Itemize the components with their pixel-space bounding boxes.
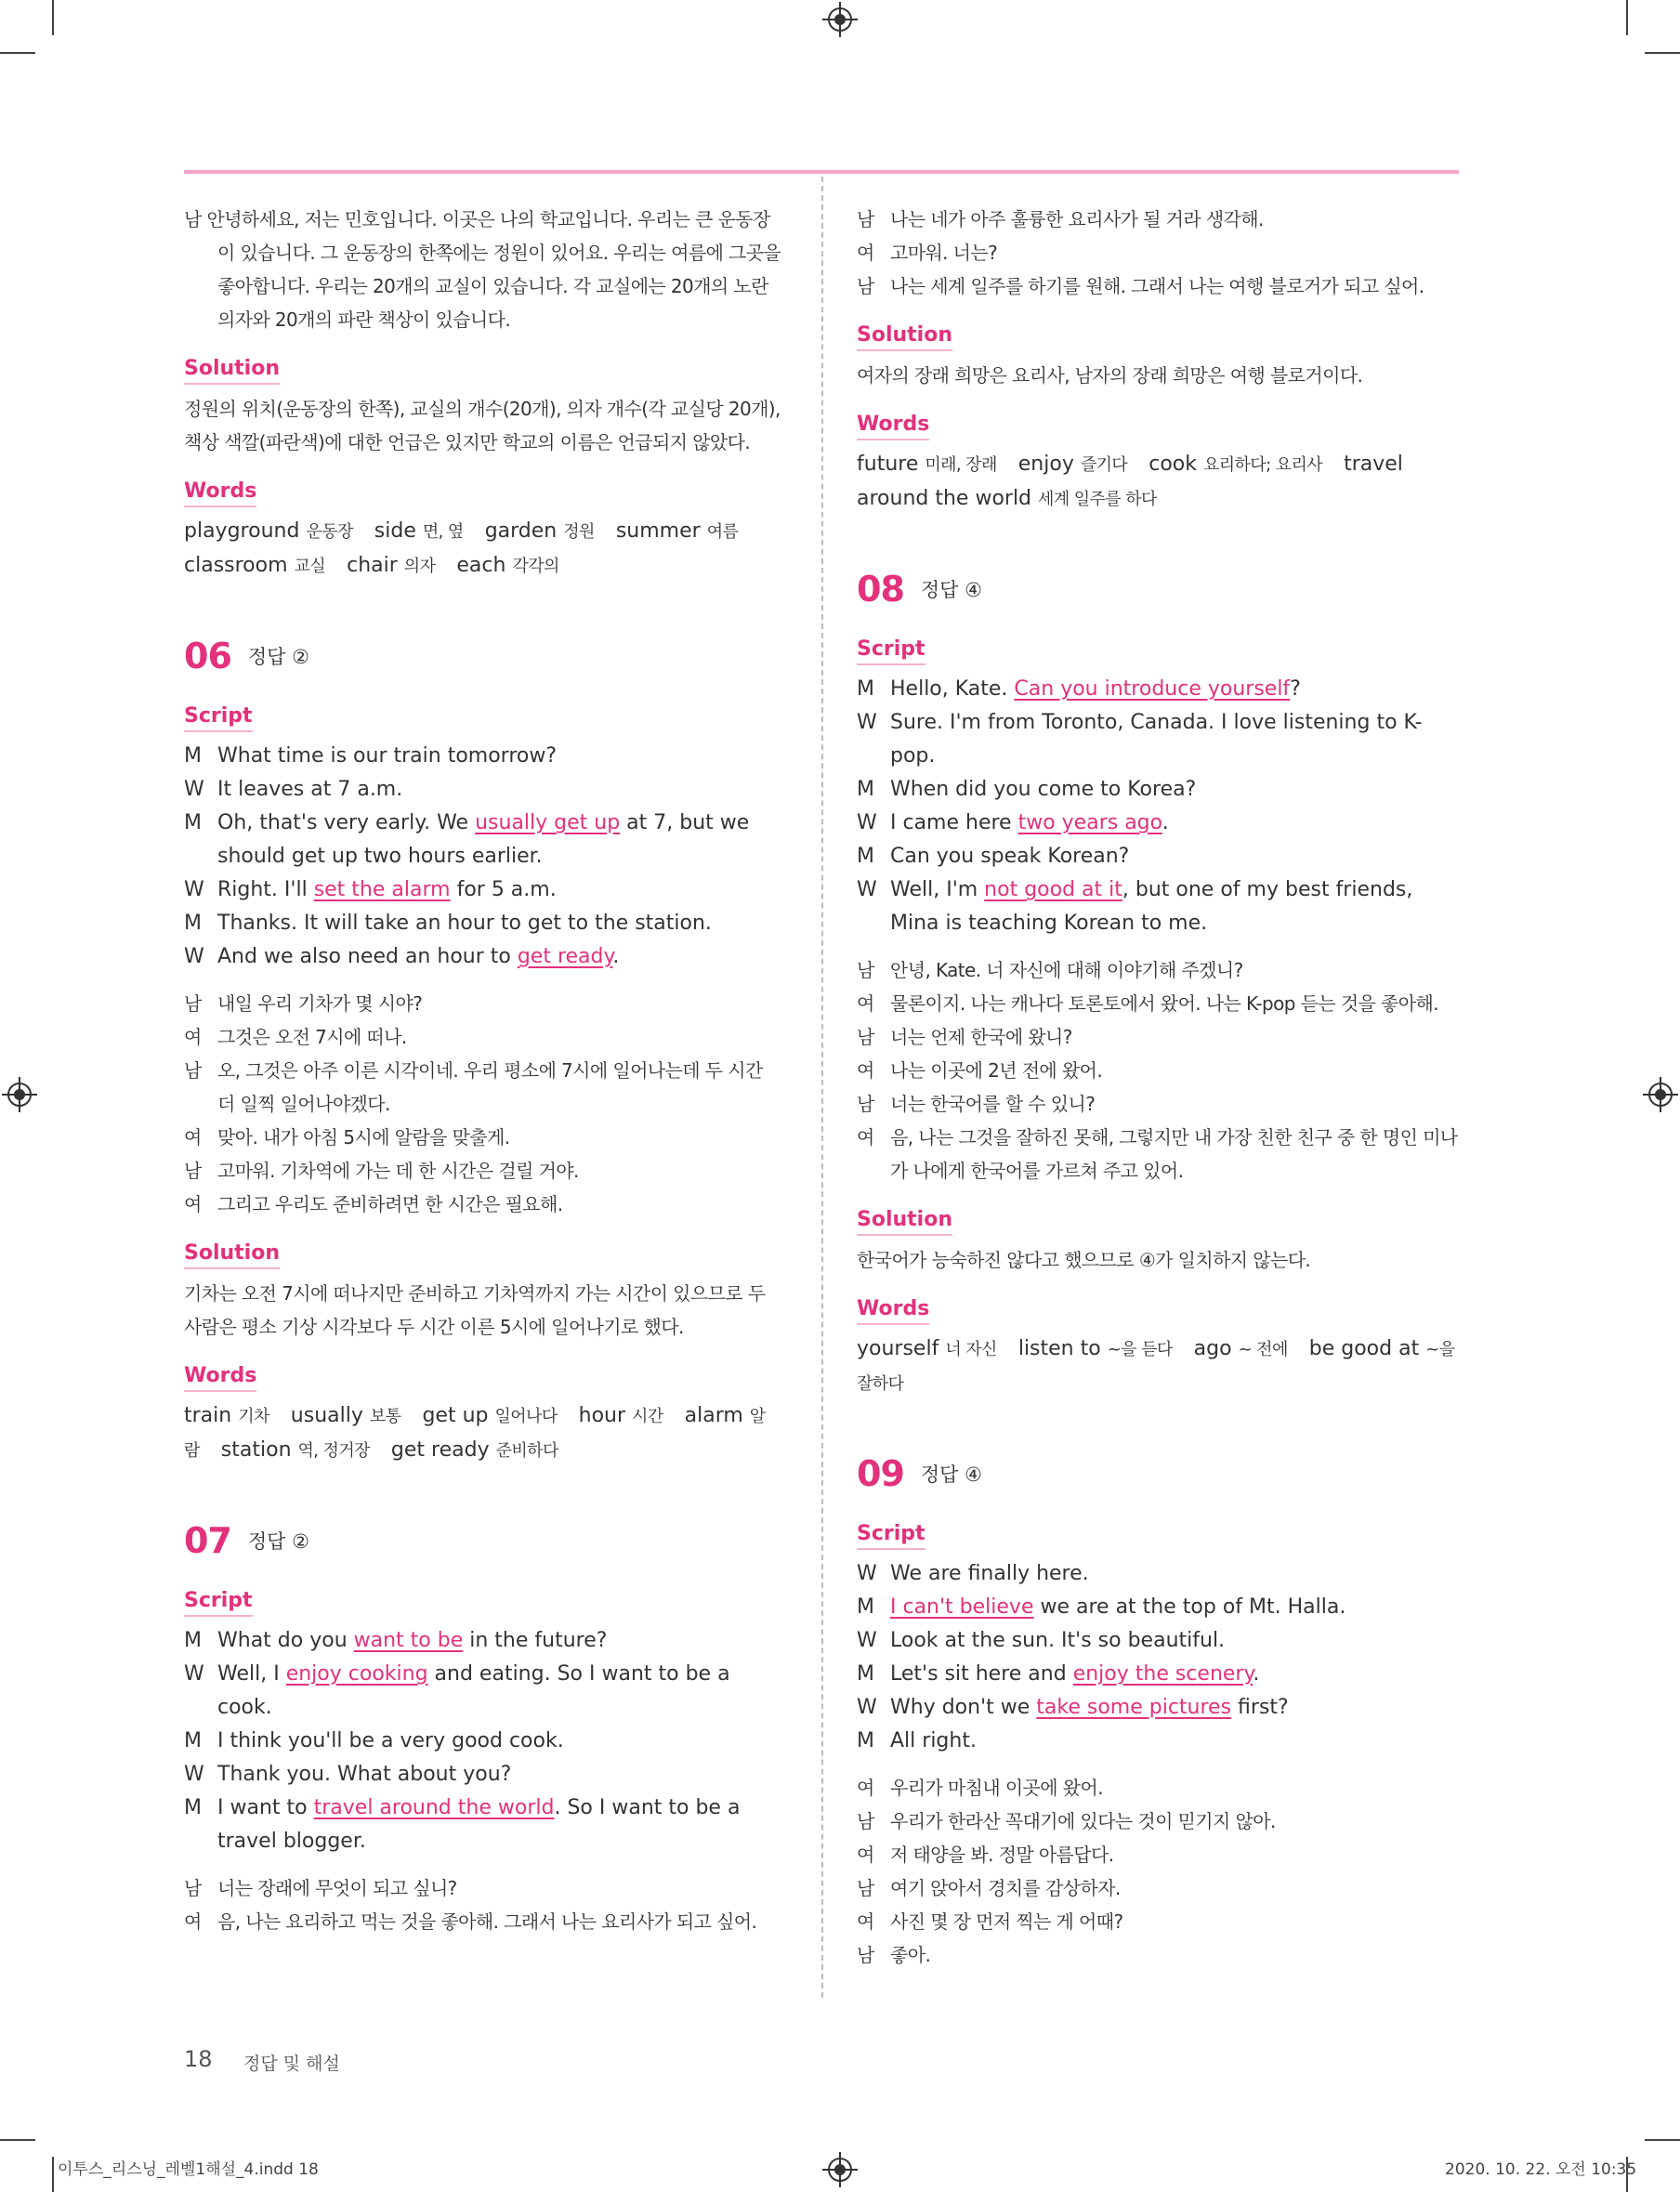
section-label: Words [184,1362,256,1392]
answer-label: 정답 ② [247,646,309,668]
word-entry [184,519,353,543]
word-english: future [857,453,919,476]
word-korean: ~을 잘하다 [857,1340,1455,1394]
line-text: All right. [890,1729,977,1752]
speaker-label: M [857,677,874,701]
speaker-label: 남 [184,1160,202,1182]
word-english: be good at [1308,1337,1420,1360]
line-text: Well, I [217,1662,286,1686]
translation-line [184,987,784,1020]
translation-line [184,1054,784,1121]
translation-line [857,1905,1459,1938]
word-english: yourself [857,1337,939,1360]
word-korean: 시간 [632,1407,663,1426]
translation-line [857,1020,1459,1054]
speaker-label: W [184,1763,204,1786]
registration-mark-icon [7,1083,32,1107]
word-english: travel around the world [857,453,1403,510]
word-entry [456,554,558,577]
speaker-label: M [857,778,874,801]
speaker-label: 남 [857,1026,874,1048]
speaker-label: M [184,811,202,834]
speaker-label: M [184,1629,202,1652]
word-list [857,1332,1459,1401]
crop-mark [1645,2139,1680,2141]
word-entry [857,453,997,476]
key-phrase: want to be [353,1629,464,1652]
word-entry [184,554,325,577]
section-label: Solution [857,322,952,351]
word-english: chair [347,554,398,577]
registration-mark-icon [828,7,852,32]
word-korean: 면, 옆 [422,522,464,542]
column-divider [821,177,823,1998]
script-line [857,1591,1459,1624]
word-list [184,515,784,584]
answer-label: 정답 ② [247,1530,309,1553]
key-phrase: not good at it [984,878,1122,901]
speaker-label: 남 [857,1877,874,1899]
line-text: 우리가 한라산 꼭대기에 있다는 것이 믿기지 않아. [890,1810,1276,1832]
line-text: We are finally here. [890,1562,1089,1585]
speaker-label: 여 [857,1126,874,1149]
speaker-label: 남 [857,1810,874,1832]
section-label: Words [857,1295,929,1325]
script-line [184,907,784,940]
translation-line [857,203,1459,236]
section-label: Solution [184,355,280,385]
answer-label: 정답 ④ [920,1464,982,1486]
line-text: 나는 네가 아주 훌륭한 요리사가 될 거라 생각해. [890,208,1264,230]
word-korean: 보통 [369,1407,401,1426]
line-text: 오, 그것은 아주 이른 시각이네. 우리 평소에 7시에 일어나는데 두 시간 더 일찍 일어나야겠다. [217,1059,763,1115]
word-english: garden [484,519,558,543]
section-label: Words [184,478,256,507]
word-english: station [220,1438,292,1462]
line-text: 너는 한국어를 할 수 있니? [890,1093,1096,1115]
key-phrase: enjoy cooking [285,1662,428,1686]
crop-mark [0,2139,35,2141]
header-rule [184,170,1459,174]
word-korean: 알람 [184,1407,766,1461]
script-line [857,673,1459,706]
speaker-label: 남 [857,1093,874,1115]
word-english: cook [1148,453,1197,476]
key-phrase: I can't believe [890,1595,1034,1619]
translation-line [857,1838,1459,1871]
speaker-label: 남 [857,1944,874,1966]
speaker-label: W [857,711,877,734]
question-heading [184,1520,784,1561]
speaker-label: 남 [857,959,874,981]
word-korean: 요리하다; 요리사 [1202,455,1323,475]
line-text: Look at the sun. It's so beautiful. [890,1629,1226,1652]
paragraph: 남 안녕하세요, 저는 민호입니다. 이곳은 나의 학교입니다. 우리는 큰 운동장이 있습니다. 그 운동장의 한쪽에는 정원이 있어요. 우리는 여름에 그곳을 좋아합니다. 우리는 20개의 교실이 있습니다. 각 교실에는 20개의 노란 의자와 20개의 파란 책상이 있습니다. [184,208,781,331]
spacer [857,1758,1459,1771]
key-phrase: enjoy the scenery [1072,1662,1253,1686]
speaker-label: 여 [184,1193,202,1215]
speaker-label: W [857,811,877,834]
line-text: Thank you. What about you? [217,1763,512,1786]
speaker-label: 여 [184,1026,202,1048]
crop-mark [0,52,35,54]
question-heading [857,1453,1459,1494]
word-list [184,1399,784,1468]
script-line [857,840,1459,873]
speaker-label: 여 [184,1910,202,1933]
line-text: I came here [890,811,1018,834]
word-entry [579,1404,663,1427]
translation-line [184,1905,784,1938]
line-text: 내일 우리 기차가 몇 시야? [217,992,423,1015]
script-line [184,773,784,807]
spacer [184,974,784,987]
line-text: 음, 나는 요리하고 먹는 것을 좋아해. 그래서 나는 요리사가 되고 싶어. [217,1910,757,1933]
paragraph: 기차는 오전 7시에 떠나지만 준비하고 기차역까지 가는 시간이 있으므로 두 사람은 평소 기상 시각보다 두 시간 이른 5시에 일어나기로 했다. [184,1282,766,1338]
speaker-label: 남 [184,1059,202,1082]
word-english: listen to [1017,1337,1101,1360]
key-phrase: travel around the world [313,1796,555,1819]
speaker-label: W [857,1629,877,1652]
key-phrase: two years ago [1017,811,1162,834]
word-entry [291,1404,401,1427]
word-korean: 역, 정거장 [297,1441,370,1461]
line-text: Can you speak Korean? [890,845,1130,868]
line-text: 물론이지. 나는 캐나다 토론토에서 왔어. 나는 K-pop 듣는 것을 좋아해. [890,992,1438,1015]
registration-mark-icon [828,2158,852,2182]
translation-line [857,953,1459,987]
registration-mark-icon [1648,1083,1673,1107]
speaker-label: 여 [857,1777,874,1799]
word-entry [616,519,738,543]
speaker-label: 여 [857,242,874,264]
word-korean: 세계 일주를 하다 [1038,490,1157,509]
speaker-label: W [857,878,877,901]
footer-label: 정답 및 해설 [243,2054,340,2074]
script-line [184,873,784,907]
line-text: Oh, that's very early. We [217,811,476,834]
word-korean: 준비하다 [495,1441,558,1461]
word-english: enjoy [1017,453,1074,476]
section-label: Words [857,411,929,440]
question-heading [184,636,784,676]
line-text: 고마워. 너는? [890,242,998,264]
paragraph: 한국어가 능숙하진 않다고 했으므로 ④가 일치하지 않는다. [857,1249,1311,1271]
script-line [857,1691,1459,1725]
script-line [857,773,1459,807]
word-entry [1148,453,1322,476]
word-korean: 즐기다 [1080,455,1128,475]
speaker-label: 여 [184,1126,202,1149]
line-text: 맞아. 내가 아침 5시에 알람을 맞출게. [217,1126,510,1149]
script-line [184,1725,784,1758]
crop-mark [52,2157,54,2192]
section-label: Solution [184,1240,280,1269]
word-list [857,448,1459,517]
speaker-label: 남 [857,208,874,230]
translation-line [857,1871,1459,1905]
line-text: Sure. I'm from Toronto, Canada. I love listening to K-pop. [890,711,1423,768]
word-korean: 각각의 [512,557,559,576]
line-text: I think you'll be a very good cook. [217,1729,564,1752]
line-text: 그리고 우리도 준비하려면 한 시간은 필요해. [217,1193,563,1215]
line-text: 음, 나는 그것을 잘하진 못해, 그렇지만 내 가장 친한 친구 중 한 명인 미나가 나에게 한국어를 가르쳐 주고 있어. [890,1126,1458,1182]
section-label: Script [857,1520,925,1550]
word-korean: 미래, 장래 [925,455,997,475]
line-text: 그것은 오전 7시에 떠나. [217,1026,407,1048]
script-line [184,807,784,873]
line-text: Well, I'm [890,878,985,901]
spacer [184,1858,784,1871]
line-text: . So I want to be a travel blogger. [217,1796,741,1853]
line-text: , but one of my best friends, Mina is teaching Korean to me. [890,878,1413,935]
speaker-label: W [857,1696,877,1719]
word-english: summer [615,519,701,543]
slug-file-info: 이투스_리스닝_레벨1해설_4.indd 18 [58,2160,319,2179]
line-text: And we also need an hour to [217,945,518,968]
key-phrase: set the alarm [313,878,451,901]
line-text: What do you [217,1629,354,1652]
line-text: we are at the top of Mt. Halla. [1033,1595,1346,1619]
speaker-label: M [184,1796,202,1819]
speaker-label: 남 [184,992,202,1015]
question-number: 08 [857,569,904,610]
spacer [857,940,1459,953]
question-heading [857,569,1459,610]
line-text: 여기 앉아서 경치를 감상하자. [890,1877,1121,1899]
line-text: I want to [217,1796,314,1819]
line-text: 우리가 마침내 이곳에 왔어. [890,1777,1103,1799]
translation-line [184,1871,784,1905]
word-entry [1018,453,1127,476]
translation-line [857,1938,1459,1972]
word-entry [221,1438,370,1462]
word-entry [485,519,595,543]
line-text: 고마워. 기차역에 가는 데 한 시간은 걸릴 거야. [217,1160,579,1182]
script-line [184,1624,784,1658]
line-text: for 5 a.m. [450,878,557,901]
speaker-label: W [184,1662,204,1686]
speaker-label: M [184,912,202,935]
section-label: Script [857,636,925,665]
section-label: Script [184,1587,253,1617]
script-line [857,1557,1459,1591]
word-korean: 기차 [238,1407,269,1426]
line-text: and eating. So I want to be a cook. [217,1662,730,1719]
section-label: Solution [857,1206,952,1236]
line-text: Right. I'll [217,878,314,901]
line-text: . [1253,1662,1260,1686]
word-entry [347,554,435,577]
question-number: 06 [184,636,231,676]
translation-line [857,1771,1459,1805]
word-english: alarm [684,1404,743,1427]
line-text: 안녕, Kate. 너 자신에 대해 이야기해 주겠니? [890,959,1243,981]
word-english: get ready [390,1438,490,1462]
word-entry [1018,1337,1173,1360]
speaker-label: M [857,1729,874,1752]
word-english: side [374,519,416,543]
script-line [857,1658,1459,1691]
script-line [184,940,784,974]
line-text: 너는 장래에 무엇이 되고 싶니? [217,1877,457,1899]
translation-line [857,1087,1459,1121]
word-english: train [184,1404,232,1427]
line-text: 나는 세계 일주를 하기를 원해. 그래서 나는 여행 블로거가 되고 싶어. [890,275,1424,297]
translation-line [857,1805,1459,1838]
word-korean: ~ 전에 [1238,1340,1288,1359]
speaker-label: 여 [857,1059,874,1082]
paragraph: 정원의 위치(운동장의 한쪽), 교실의 개수(20개), 의자 개수(각 교실당 20개), 책상 색깔(파란색)에 대한 언급은 있지만 학교의 이름은 언급되지 않았다. [184,398,781,453]
crop-mark [1626,0,1628,35]
word-entry [857,1337,997,1360]
speaker-label: M [184,1729,202,1752]
word-korean: 너 자신 [945,1340,997,1359]
speaker-label: M [857,1662,874,1686]
script-line [857,807,1459,840]
translation-line [184,1188,784,1221]
line-text: 사진 몇 장 먼저 찍는 게 어때? [890,1910,1123,1933]
key-phrase: take some pictures [1036,1696,1232,1719]
line-text: first? [1231,1696,1289,1719]
line-text: ? [1290,677,1301,701]
word-english: get up [422,1404,489,1427]
word-english: playground [184,519,300,543]
word-korean: 의자 [403,557,436,576]
question-number: 09 [857,1453,904,1494]
paragraph: 여자의 장래 희망은 요리사, 남자의 장래 희망은 여행 블로거이다. [857,364,1363,387]
word-english: each [456,554,506,577]
line-text: at 7, but we should get up two hours earlier. [217,811,750,868]
translation-line [857,1121,1459,1188]
line-text: 나는 이곳에 2년 전에 왔어. [890,1059,1103,1082]
key-phrase: get ready [517,945,613,968]
line-text: 너는 언제 한국에 왔니? [890,1026,1072,1048]
right-column [857,203,1459,1972]
line-text: When did you come to Korea? [890,778,1197,801]
crop-mark [1645,52,1680,54]
script-line [184,740,784,773]
script-line [857,706,1459,773]
speaker-label: M [857,845,874,868]
crop-mark [52,0,54,35]
word-entry [391,1438,558,1462]
translation-line [857,236,1459,269]
translation-line [184,1020,784,1054]
key-phrase: Can you introduce yourself [1014,677,1291,701]
word-korean: 운동장 [306,522,353,542]
word-korean: 교실 [294,557,326,576]
script-line [184,1658,784,1725]
word-english: ago [1193,1337,1232,1360]
speaker-label: 남 [857,275,874,297]
word-entry [374,519,464,543]
line-text: 저 태양을 봐. 정말 아름답다. [890,1844,1114,1866]
speaker-label: 여 [857,1910,874,1933]
speaker-label: M [857,1595,874,1619]
question-number: 07 [184,1520,231,1561]
word-korean: 여름 [706,522,739,542]
script-line [857,1624,1459,1658]
word-korean: 일어나다 [494,1407,558,1426]
line-text: Why don't we [890,1696,1037,1719]
word-english: usually [290,1404,363,1427]
line-text: . [612,945,620,968]
speaker-label: 여 [857,992,874,1015]
speaker-label: M [184,744,202,768]
key-phrase: usually get up [475,811,621,834]
speaker-label: W [857,1562,877,1585]
translation-line [857,1054,1459,1087]
speaker-label: 남 [184,1877,202,1899]
speaker-label: W [184,945,204,968]
line-text: in the future? [463,1629,608,1652]
translation-line [184,1154,784,1188]
script-line [184,1758,784,1792]
section-label: Script [184,702,253,732]
left-column [184,203,784,1938]
speaker-label: W [184,878,204,901]
line-text: What time is our train tomorrow? [217,744,558,768]
word-english: classroom [184,554,288,577]
word-english: hour [578,1404,626,1427]
answer-label: 정답 ④ [920,579,982,601]
line-text: Thanks. It will take an hour to get to the station. [217,912,712,935]
script-line [184,1792,784,1858]
script-line [857,873,1459,940]
line-text: Hello, Kate. [890,677,1015,701]
translation-line [857,987,1459,1020]
speaker-label: 여 [857,1844,874,1866]
word-entry [1194,1337,1288,1360]
word-korean: 정원 [563,522,595,542]
word-korean: ~을 듣다 [1107,1340,1173,1359]
translation-line [184,1121,784,1154]
slug-timestamp: 2020. 10. 22. 오전 10:35 [1445,2160,1637,2179]
line-text: 좋아. [890,1944,931,1966]
line-text: . [1162,811,1169,834]
word-entry [184,1404,269,1427]
line-text: Let's sit here and [890,1662,1073,1686]
script-line [857,1725,1459,1758]
speaker-label: W [184,778,204,801]
translation-line [857,269,1459,303]
word-entry [422,1404,557,1427]
page-number: 18 [184,2046,213,2072]
line-text: It leaves at 7 a.m. [217,778,403,801]
